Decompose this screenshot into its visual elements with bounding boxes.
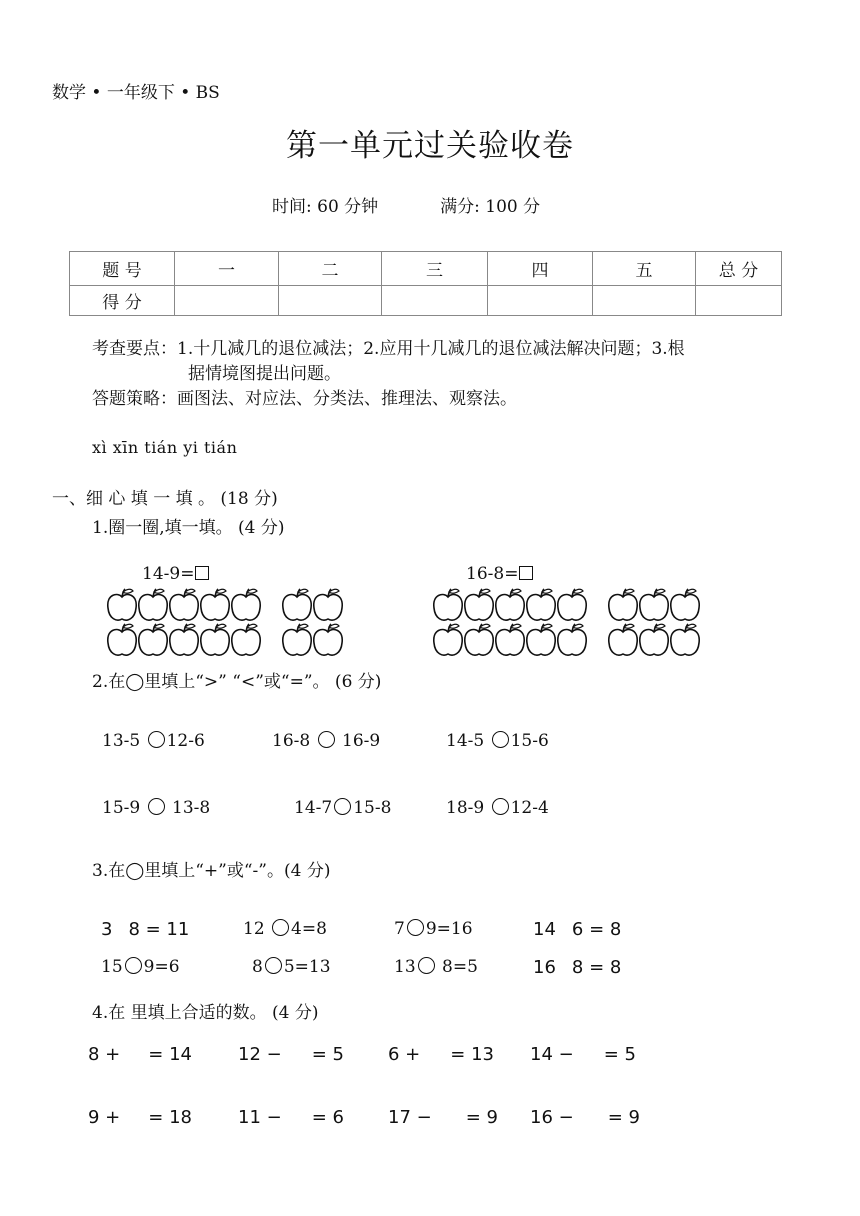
apple-icon — [283, 624, 311, 655]
q2-item — [102, 798, 210, 818]
score-cell[interactable] — [279, 286, 382, 316]
q4-item — [388, 1107, 498, 1128]
apple-icon — [139, 589, 167, 620]
q4-left-part: 16 − — [530, 1107, 574, 1128]
apple-icon — [465, 589, 493, 620]
q1-right-expr-text: 16-8= — [466, 564, 519, 584]
apple-icon — [671, 589, 699, 620]
q3-left-operand: 13 — [394, 957, 416, 977]
q2-right-operand: 16-9 — [342, 731, 381, 751]
score-table-col-1: 一 — [175, 252, 279, 286]
q3-right-part: 9=6 — [143, 957, 180, 977]
score-table-col-4: 四 — [488, 252, 593, 286]
q3-left-operand: 3 — [101, 919, 113, 940]
q3-left-operand: 15 — [101, 957, 123, 977]
page-title: 第一单元过关验收卷 — [286, 128, 574, 164]
q3-left-operand: 8 — [252, 957, 263, 977]
compare-circle[interactable] — [492, 798, 509, 815]
q1-prompt: 1.圈一圈,填一填。 (4 分) — [92, 518, 285, 538]
q4-right-part: = 6 — [311, 1107, 344, 1128]
exam-notes — [92, 337, 685, 412]
q4-prompt: 4.在 里填上合适的数。 (4 分) — [92, 1003, 319, 1023]
q4-left-part: 12 − — [238, 1044, 282, 1065]
q4-left-part: 6 + — [388, 1044, 421, 1065]
apple-icon — [201, 624, 229, 655]
apple-icon — [640, 624, 668, 655]
q3-item — [394, 919, 473, 939]
key-points-line2: 据情境图提出问题。 — [188, 364, 341, 384]
exam-time: 时间: 60 分钟 — [272, 197, 379, 217]
apple-icon — [108, 589, 136, 620]
q2-prompt: 2.在◯里填上“>” “<”或“=”。 (6 分) — [92, 672, 382, 692]
q3-item — [252, 957, 331, 977]
q4-item — [88, 1044, 192, 1065]
score-cell[interactable] — [488, 286, 593, 316]
q2-item — [446, 731, 549, 751]
q2-right-operand: 13-8 — [172, 798, 211, 818]
apple-icon — [170, 589, 198, 620]
q3-left-operand: 14 — [533, 919, 556, 940]
answer-box[interactable] — [519, 566, 533, 580]
score-table-col-total: 总 分 — [696, 252, 782, 286]
q2-right-operand: 12-4 — [510, 798, 549, 818]
score-table-row1-label: 题 号 — [70, 252, 175, 286]
compare-circle[interactable] — [148, 731, 165, 748]
q4-item — [88, 1107, 192, 1128]
q3-left-operand: 12 — [243, 919, 265, 939]
q3-item — [394, 957, 478, 977]
q4-right-part: = 5 — [311, 1044, 344, 1065]
q2-right-operand: 12-6 — [166, 731, 205, 751]
score-table-col-5: 五 — [593, 252, 696, 286]
q4-item — [238, 1107, 344, 1128]
compare-circle[interactable] — [318, 731, 335, 748]
apple-group-right — [432, 588, 707, 662]
apple-icon — [527, 589, 555, 620]
course-header: 数学 • 一年级下 • BS — [52, 83, 220, 103]
q3-item — [101, 919, 189, 940]
exam-full-score: 满分: 100 分 — [440, 197, 541, 217]
key-points-line1: 考查要点：1.十几减几的退位减法；2.应用十几减几的退位减法解决问题；3.根 — [92, 339, 685, 359]
q3-right-part: 8 = 8 — [571, 957, 622, 978]
apple-icon — [314, 624, 342, 655]
q4-right-part: = 18 — [148, 1107, 192, 1128]
operator-circle[interactable] — [125, 957, 142, 974]
q2-left-operand: 14-5 — [446, 731, 485, 751]
exam-info — [272, 192, 540, 217]
q3-right-part: 6 = 8 — [571, 919, 622, 940]
q2-item — [446, 798, 549, 818]
q4-item — [530, 1107, 640, 1128]
q1-left-expression — [142, 564, 209, 584]
operator-circle[interactable] — [265, 957, 282, 974]
apple-icon — [314, 589, 342, 620]
q3-item — [243, 919, 327, 939]
score-cell[interactable] — [696, 286, 782, 316]
q3-left-operand: 7 — [394, 919, 405, 939]
answer-strategy: 答题策略：画图法、对应法、分类法、推理法、观察法。 — [92, 389, 517, 409]
q2-left-operand: 14-7 — [294, 798, 333, 818]
q2-left-operand: 16-8 — [272, 731, 311, 751]
q4-item — [530, 1044, 636, 1065]
q4-left-part: 17 − — [388, 1107, 432, 1128]
apple-icon — [558, 624, 586, 655]
q2-item — [102, 731, 205, 751]
q3-right-part: 9=16 — [425, 919, 473, 939]
apple-icon — [671, 624, 699, 655]
q3-right-part: 4=8 — [291, 919, 327, 939]
apple-icon — [434, 624, 462, 655]
q3-left-operand: 16 — [533, 957, 556, 978]
score-cell[interactable] — [175, 286, 279, 316]
apple-icon — [496, 589, 524, 620]
operator-circle[interactable] — [272, 919, 289, 936]
operator-circle[interactable] — [407, 919, 424, 936]
answer-box[interactable] — [195, 566, 209, 580]
operator-circle[interactable] — [418, 957, 435, 974]
score-cell[interactable] — [382, 286, 488, 316]
compare-circle[interactable] — [492, 731, 509, 748]
q4-right-part: = 5 — [603, 1044, 636, 1065]
q2-item — [272, 731, 380, 751]
q2-left-operand: 15-9 — [102, 798, 141, 818]
q3-right-part: 8 = 11 — [128, 919, 190, 940]
score-table-row2-label: 得 分 — [70, 286, 175, 316]
q4-left-part: 14 − — [530, 1044, 574, 1065]
apple-icon — [434, 589, 462, 620]
q4-left-part: 9 + — [88, 1107, 121, 1128]
q2-left-operand: 18-9 — [446, 798, 485, 818]
apple-icon — [609, 624, 637, 655]
apple-icon — [609, 589, 637, 620]
compare-circle[interactable] — [334, 798, 351, 815]
q4-right-part: = 14 — [148, 1044, 192, 1065]
q3-item — [533, 957, 621, 978]
apple-icon — [465, 624, 493, 655]
apple-icon — [108, 624, 136, 655]
q3-right-part: 5=13 — [283, 957, 331, 977]
apple-icon — [232, 624, 260, 655]
q3-item — [101, 957, 180, 977]
apple-icon — [201, 589, 229, 620]
apple-icon — [640, 589, 668, 620]
apple-icon — [170, 624, 198, 655]
q4-right-part: = 9 — [465, 1107, 498, 1128]
score-table-col-2: 二 — [279, 252, 382, 286]
compare-circle[interactable] — [148, 798, 165, 815]
apple-icon — [139, 624, 167, 655]
apple-icon — [527, 624, 555, 655]
apple-icon — [558, 589, 586, 620]
q4-left-part: 11 − — [238, 1107, 282, 1128]
section-1-heading: 一、细 心 填 一 填 。 (18 分) — [52, 489, 278, 509]
q2-right-operand: 15-8 — [353, 798, 392, 818]
apple-group-left — [106, 588, 356, 662]
q3-item — [533, 919, 621, 940]
q3-right-part: 8=5 — [442, 957, 478, 977]
score-table-col-3: 三 — [382, 252, 488, 286]
q1-right-expression — [466, 564, 533, 584]
q4-right-part: = 9 — [607, 1107, 640, 1128]
q4-item — [388, 1044, 494, 1065]
pinyin-line: xì xīn tián yi tián — [92, 438, 238, 457]
q1-left-expr-text: 14-9= — [142, 564, 195, 584]
q2-left-operand: 13-5 — [102, 731, 141, 751]
score-cell[interactable] — [593, 286, 696, 316]
score-table — [69, 251, 782, 316]
q4-left-part: 8 + — [88, 1044, 121, 1065]
q4-item — [238, 1044, 344, 1065]
q2-item — [294, 798, 391, 818]
apple-icon — [232, 589, 260, 620]
apple-icon — [283, 589, 311, 620]
apple-icon — [496, 624, 524, 655]
q2-right-operand: 15-6 — [510, 731, 549, 751]
q3-prompt: 3.在◯里填上“+”或“-”。(4 分) — [92, 861, 331, 881]
q4-right-part: = 13 — [450, 1044, 494, 1065]
